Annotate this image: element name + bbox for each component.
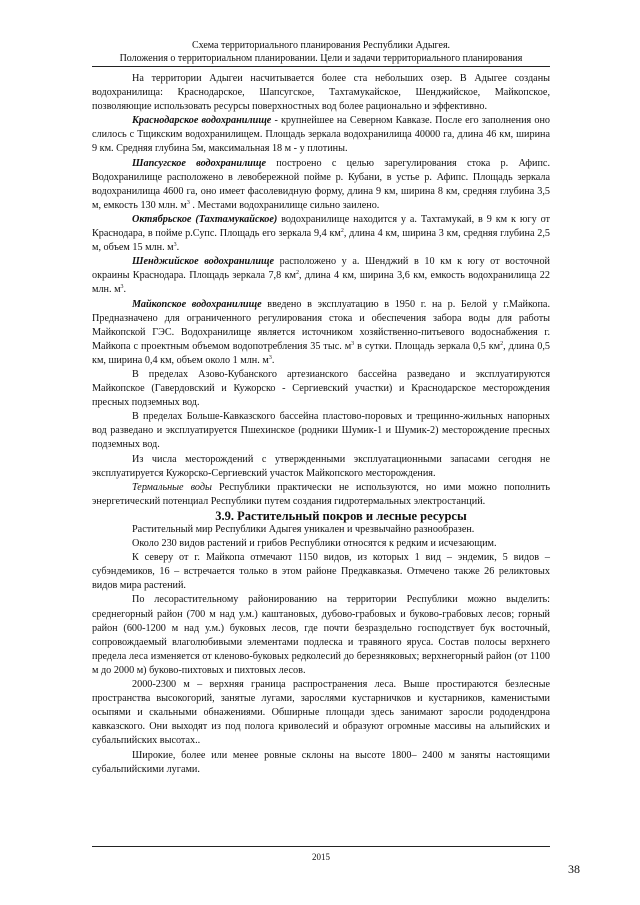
term-thermal-waters: Термальные воды <box>132 481 212 493</box>
term-shapsug-reservoir: Шапсугское водохранилище <box>132 157 266 169</box>
page-number: 38 <box>568 862 580 876</box>
running-header <box>92 39 550 65</box>
paragraph-treeline: 2000-2300 м – верхняя граница распространения леса. Выше простираются безлесные пространства высокогорий, занятые лугами, зарослями кустарничков и кустарников, каменистыми осыпями и скальными обнажениями. Обширные площади здесь занимают заросли рододендрона кавказского. Они выходят из под полога криволесий и образуют огромные массивы на альпийских и субальпийских высотах.. <box>92 679 550 747</box>
paragraph-azov-kuban-basin: В пределах Азово-Кубанского артезианского бассейна разведано и эксплуатируются Майкопское (Гавердовский и Кужорско - Сергиевский участки) и Краснодарское месторождения пресных подземных вод. <box>92 368 550 409</box>
header-subtitle: Положения о территориальном планировании. Цели и задачи территориального планирования <box>119 53 523 64</box>
paragraph-lakes: На территории Адыгеи насчитывается более ста небольших озер. В Адыгее созданы водохранилища: Краснодарское, Шапсугское, Тахтамукайское, Шенджийское, Майкопское, позволяющие использовать ресурсы поверхностных вод более рационально и эффективно. <box>92 73 550 113</box>
term-maykop-reservoir: Майкопское водохранилище <box>132 298 262 310</box>
footer-divider <box>92 846 550 847</box>
paragraph-deposits: Из числа месторождений с утвержденными эксплуатационными запасами сегодня не эксплуатируется Кужорско-Сергиевский участок Майкопского месторождения. <box>92 453 550 479</box>
paragraph-flora-intro: Растительный мир Республики Адыгея уникален и чрезвычайно разнообразен. <box>132 524 475 535</box>
section-heading: 3.9. Растительный покров и лесные ресурсы <box>215 508 467 523</box>
paragraph-rare-species: Около 230 видов растений и грибов Республики относятся к редким и исчезающим. <box>132 538 497 550</box>
paragraph-krasnodar-reservoir: Краснодарское водохранилище - крупнейшее на Северном Кавказе. После его заполнения оно слилось с Тщикским водохранилищем. Площадь зеркала водохранилища 40000 га, длина 46 км, ширина 9 км. Средняя глубина 5м, максимальная 18 м - у плотины. <box>92 115 550 155</box>
paragraph-shapsug-reservoir: Шапсугское водохранилище построено с целью зарегулирования стока р. Афипс. Водохранилище расположено в левобережной пойме р. Кубани, в устье р. Афипс. Площадь зеркала водохранилища 4600 га, оно имеет фасолевидную форму, длина 9 км, ширина 8 км, средняя глубина 3,5 м, емкость 130 млн. $м^3$ . Местами водохранилище сильно заилено. <box>92 157 550 211</box>
paragraph-endemics: К северу от г. Майкопа отмечают 1150 видов, из которых 1 вид – эндемик, 5 видов – субэндемиков, 16 – встречается только в этом районе Предкавказья. Отмечено также 26 реликтовых видов мира растений. <box>92 552 550 592</box>
header-title: Схема территориального планирования Республики Адыгея. <box>191 40 451 51</box>
paragraph-shendzhiy-reservoir: Шенджийское водохранилище расположено у а. Шенджий в 10 км к югу от восточной окраины Краснодара. Площадь зеркала 7,8 $км^2$, длина 4 км, ширина 3,6 км, емкость водохранилища 22 млн. $м^3$. <box>92 256 550 296</box>
paragraph-forest-zoning: По лесорастительному районированию на территории Республики можно выделить: среднегорный район (700 м над у.м.) каштановых, дубово-грабовых и буково-грабовых лесов; горный район (600-1200 м над у.м.) буковых лесов, где почти безраздельно господствует бук восточный, сопровождаемый влаголюбивыми элементами подлеска и травяного яруса. Состав полосы верхнего предела леса изменяется от кленово-буковых редколесий до березняковых; верхнегорный район (от 1100 м до 2000 м) буково-пихтовых и пихтовых лесов. <box>92 594 550 676</box>
paragraph-thermal-waters: Термальные воды Республики практически не используются, но ими можно пополнить энергетический потенциал Республики путем создания гидротермальных электростанций. <box>92 481 550 507</box>
paragraph-subalpine: Широкие, более или менее ровные склоны на высоте 1800– 2400 м заняты настоящими субальпийскими лугами. <box>92 749 550 775</box>
term-shendzhiy-reservoir: Шенджийское водохранилище <box>132 256 275 268</box>
paragraph-maykop-reservoir: Майкопское водохранилище введено в эксплуатацию в 1950 г. на р. Белой у г.Майкопа. Предназначено для ограниченного регулирования стока и обеспечения забора воды для работы Майкопской ГЭС. Водохранилище является источником хозяйственно-питьевого водоснабжения г. Майкопа с проектным объемом водопотребления 35 тыс. $м^3$ в сутки. Площадь зеркала 0,5 $км^2$, длина 0,5 км, ширина 0,4 км, объем около 1 млн. $м^3$. <box>92 298 550 366</box>
term-krasnodar-reservoir: Краснодарское водохранилище <box>132 115 272 127</box>
term-oktyabrskoe-reservoir: Октябрьское (Тахтамукайское) <box>132 213 278 225</box>
page-body <box>92 72 550 777</box>
header-divider <box>92 66 550 67</box>
paragraph-oktyabrskoe-reservoir: Октябрьское (Тахтамукайское) водохранилище находится у а. Тахтамукай, в 9 км к югу от Краснодара, в пойме р.Супс. Площадь его зеркала 9,4 $км^2$, длина 4 км, ширина 3 км, средняя глубина 2,5 м, объем 15 млн. $м^3$. <box>92 213 551 254</box>
footer-year: 2015 <box>312 852 330 862</box>
paragraph-caucasus-basin: В пределах Больше-Кавказского бассейна пластово-поровых и трещинно-жильных напорных вод разведано и эксплуатируется Пшехинское (родники Шумик-1 и Шумик-2) месторождение пресных подземных вод. <box>92 411 550 451</box>
